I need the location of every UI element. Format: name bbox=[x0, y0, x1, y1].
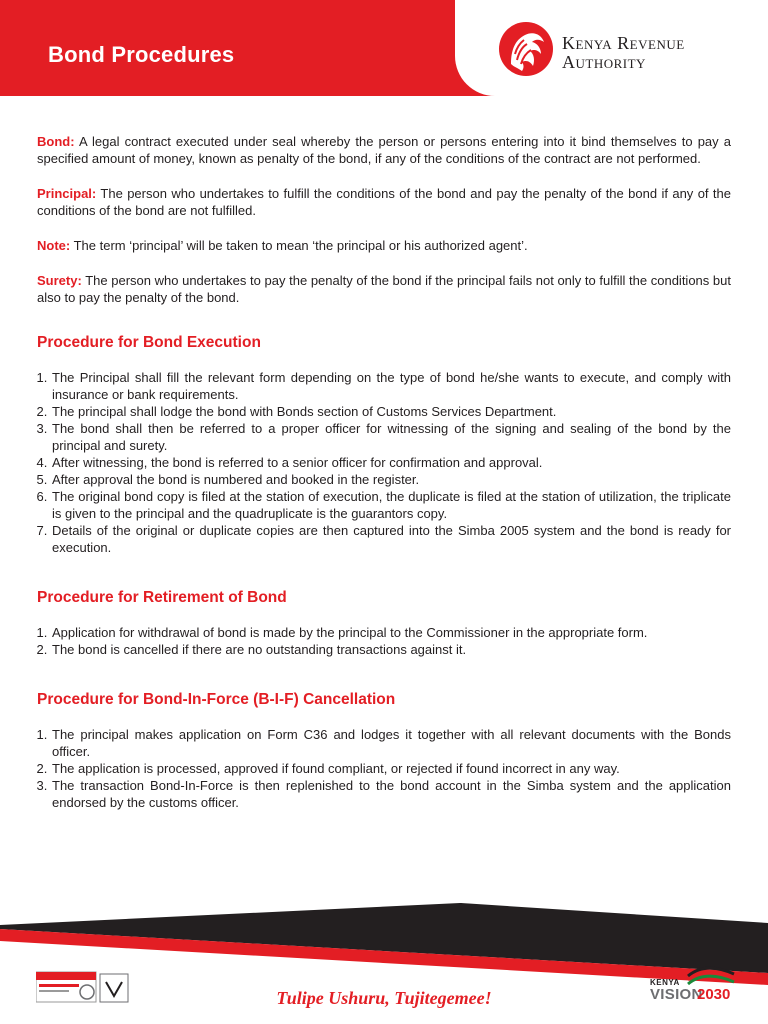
bond-execution-steps bbox=[37, 369, 731, 556]
document-body bbox=[37, 133, 731, 844]
definition-term: Note: bbox=[37, 238, 71, 253]
definition-term: Surety: bbox=[37, 273, 82, 288]
definition-bond bbox=[37, 133, 731, 167]
page-header bbox=[0, 0, 768, 96]
list-item: 2. The application is processed, approved if found compliant, or rejected if found incorrect in any way. bbox=[51, 760, 731, 777]
bond-retirement-steps bbox=[37, 624, 731, 658]
section-title-bond-retirement: Procedure for Retirement of Bond bbox=[37, 589, 287, 606]
list-item: 5. After approval the bond is numbered and booked in the register. bbox=[51, 471, 731, 488]
lion-logo-icon bbox=[497, 20, 555, 78]
list-item: 7. Details of the original or duplicate copies are then captured into the Simba 2005 system and the bond is ready for execution. bbox=[51, 522, 731, 556]
logo-wordmark bbox=[562, 34, 685, 72]
page-title: Bond Procedures bbox=[48, 42, 235, 67]
section-title-bond-execution: Procedure for Bond Execution bbox=[37, 334, 261, 351]
list-item: 3. The bond shall then be referred to a proper officer for witnessing of the signing and sealing of the bond by the principal and surety. bbox=[51, 420, 731, 454]
definition-text: The person who undertakes to pay the penalty of the bond if the principal fails not only to fulfill the conditions but also to pay the penalty of the bond. bbox=[37, 273, 731, 305]
list-item: 3. The transaction Bond-In-Force is then replenished to the bond account in the Simba system and the application endorsed by the customs officer. bbox=[51, 777, 731, 811]
list-item: 2. The principal shall lodge the bond with Bonds section of Customs Services Department. bbox=[51, 403, 731, 420]
definition-text: The term ‘principal’ will be taken to mean ‘the principal or his authorized agent’. bbox=[70, 238, 528, 253]
list-item: 4. After witnessing, the bond is referred to a senior officer for confirmation and approval. bbox=[51, 454, 731, 471]
bif-cancellation-steps bbox=[37, 726, 731, 811]
footer-motto: Tulipe Ushuru, Tujitegemee! bbox=[276, 988, 492, 1008]
section-title-bif-cancellation: Procedure for Bond-In-Force (B-I-F) Cancellation bbox=[37, 691, 396, 708]
definition-note bbox=[37, 237, 731, 254]
logo-line-2: Authority bbox=[562, 52, 646, 72]
definition-text: The person who undertakes to fulfill the conditions of the bond and pay the penalty of the bond if any of the conditions of the bond are not fulfilled. bbox=[37, 186, 731, 218]
list-item: 6. The original bond copy is filed at the station of execution, the duplicate is filed at the station of utilization, the triplicate is given to the principal and the quadruplicate is the guarantors copy. bbox=[51, 488, 731, 522]
definition-term: Bond: bbox=[37, 134, 75, 149]
list-item: 2. The bond is cancelled if there are no outstanding transactions against it. bbox=[51, 641, 731, 658]
definition-text: A legal contract executed under seal whereby the person or persons entering into it bind themselves to pay a specified amount of money, known as penalty of the bond, if any of the conditions of the contract are not performed. bbox=[37, 134, 731, 166]
definition-principal bbox=[37, 185, 731, 219]
vision-label: VISION bbox=[650, 986, 703, 1003]
vision-kenya-label: KENYA bbox=[650, 978, 680, 987]
list-item: 1. The principal makes application on Form C36 and lodges it together with all relevant documents with the Bonds officer. bbox=[51, 726, 731, 760]
vision-year-label: 2030 bbox=[697, 986, 731, 1003]
list-item: 1. The Principal shall fill the relevant form depending on the type of bond he/she wants to execute, and comply with insurance or bank requirements. bbox=[51, 369, 731, 403]
list-item: 1. Application for withdrawal of bond is made by the principal to the Commissioner in the appropriate form. bbox=[51, 624, 731, 641]
logo-line-1: Kenya Revenue bbox=[562, 33, 685, 53]
definition-surety bbox=[37, 272, 731, 306]
definition-term: Principal: bbox=[37, 186, 97, 201]
